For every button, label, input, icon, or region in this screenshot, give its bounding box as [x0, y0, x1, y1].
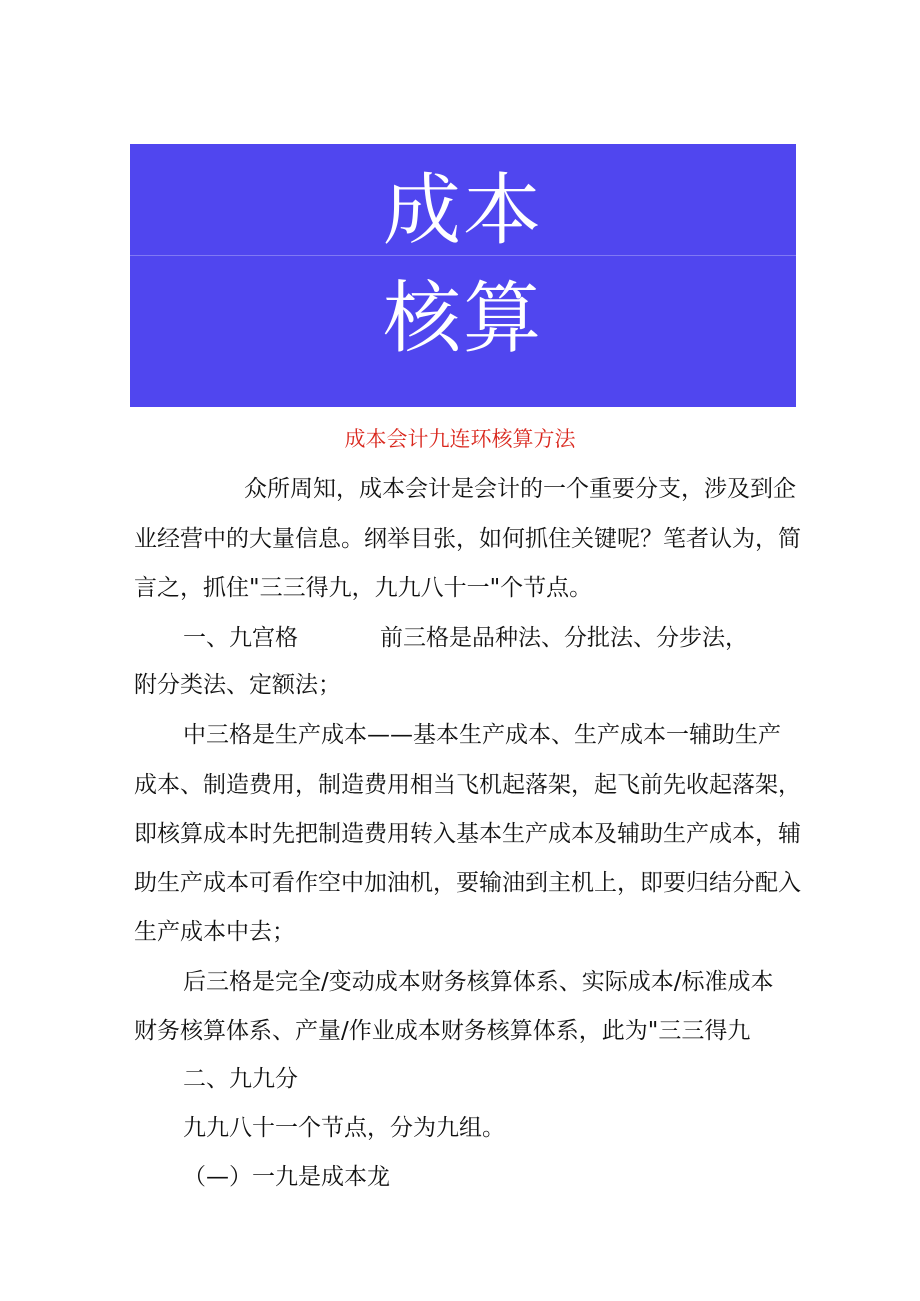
back-line-1: 后三格是完全/变动成本财务核算体系、实际成本/标准成本 — [183, 969, 774, 995]
subsection1-heading: （—）一九是成本龙 — [183, 1164, 390, 1190]
middle-line-4: 助生产成本可看作空中加油机，要输油到主机上，即要归结分配入 — [134, 870, 801, 896]
cover-title-line2: 核算 — [382, 274, 543, 364]
middle-line-2: 成本、制造费用，制造费用相当飞机起落架，起飞前先收起落架， — [134, 772, 801, 798]
intro-line-3: 言之，抓住"三三得九，九九八十一"个节点。 — [134, 575, 593, 601]
middle-line-5: 生产成本中去； — [134, 919, 295, 945]
cover-divider — [130, 255, 796, 256]
middle-line-1: 中三格是生产成本——基本生产成本、生产成本一辅助生产 — [183, 722, 781, 748]
section2-heading: 二、九九分 — [183, 1066, 298, 1092]
intro-line-2: 业经营中的大量信息。纲举目张，如何抓住关键呢？笔者认为，简 — [134, 526, 801, 552]
cover-banner — [130, 144, 796, 407]
middle-line-3: 即核算成本时先把制造费用转入基本生产成本及辅助生产成本，辅 — [134, 821, 801, 847]
cover-title-line1: 成本 — [382, 166, 543, 256]
section1-front-line-1: 前三格是品种法、分批法、分步法， — [380, 625, 748, 651]
section1-heading: 一、九宫格 — [183, 625, 298, 651]
back-line-2: 财务核算体系、产量/作业成本财务核算体系，此为"三三得九 — [134, 1018, 751, 1044]
intro-line-1: 众所周知，成本会计是会计的一个重要分支，涉及到企 — [244, 476, 796, 502]
section1-front-line-2: 附分类法、定额法； — [134, 672, 341, 698]
section2-desc: 九九八十一个节点，分为九组。 — [183, 1115, 505, 1141]
document-subtitle: 成本会计九连环核算方法 — [344, 427, 576, 451]
